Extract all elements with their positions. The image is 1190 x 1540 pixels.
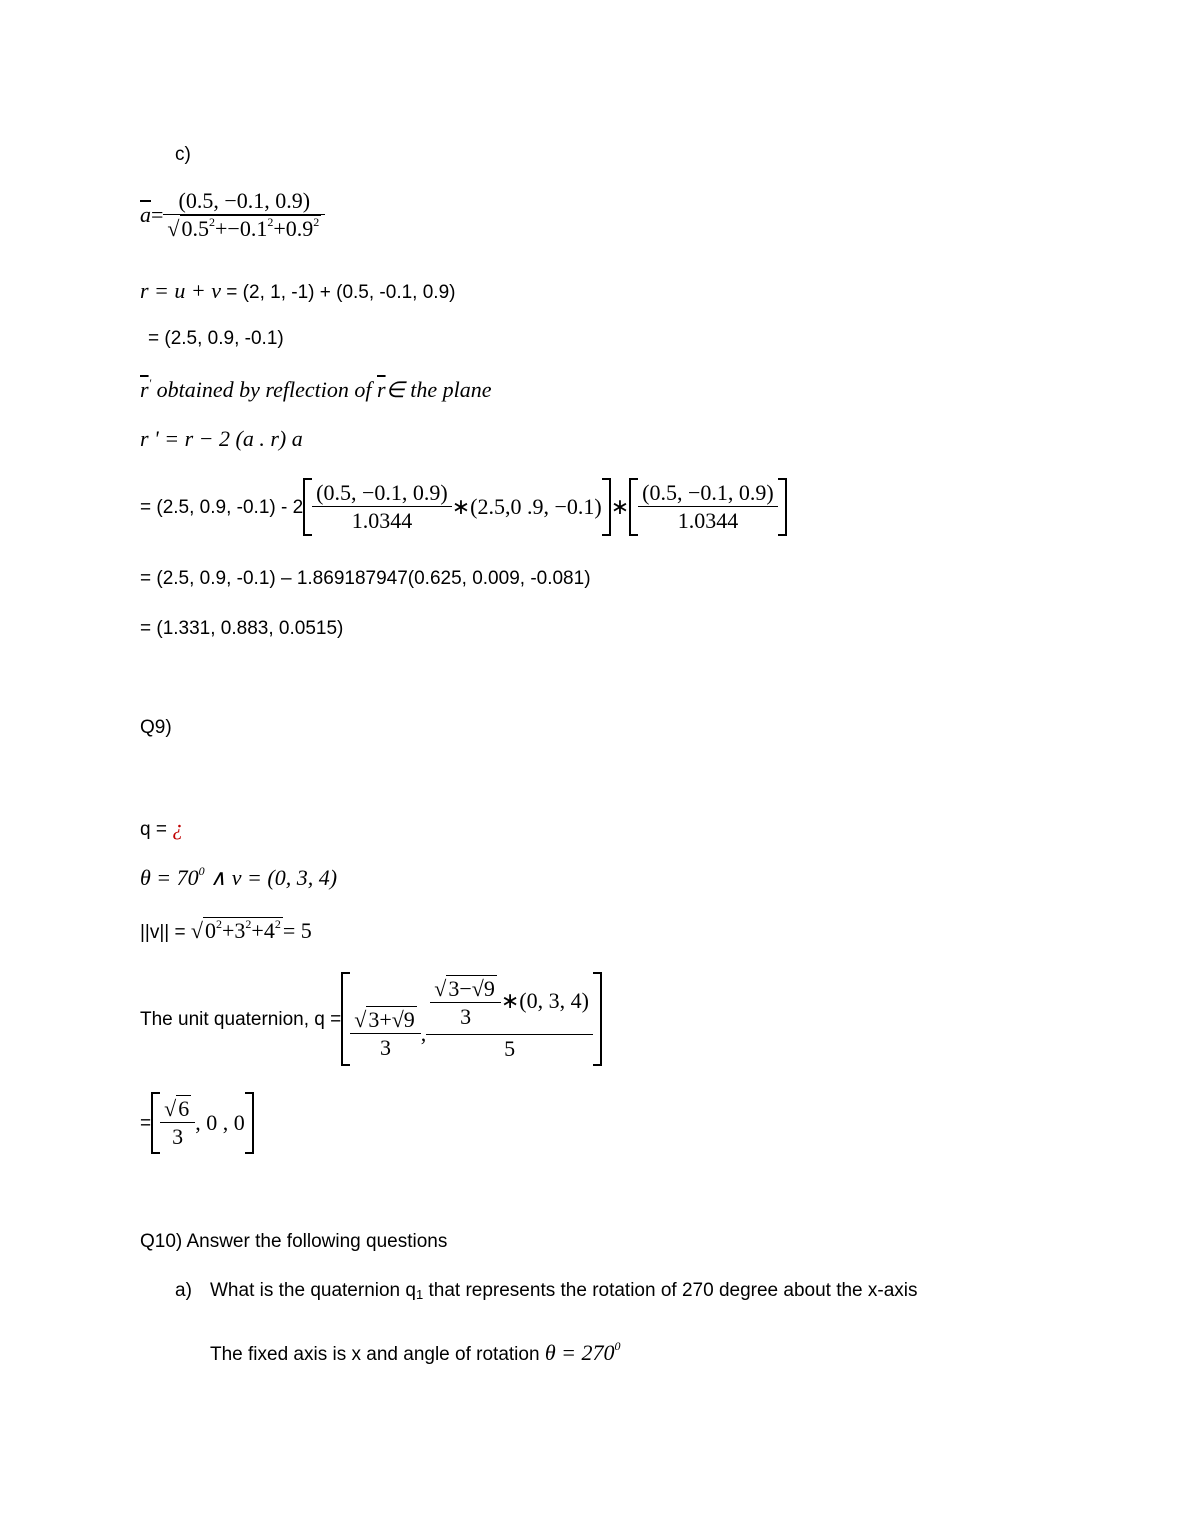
expansion-mid-vector: (2.5,0 .9, −0.1) xyxy=(470,494,602,519)
unit-right-fraction: $\frac{√3-√9}{3}$ ∗(0, 3, 4) 5 xyxy=(426,978,593,1060)
unit-left-fraction: $\frac{√3+√9}{3}$ xyxy=(350,1009,421,1059)
expansion-prefix: = (2.5, 0.9, -0.1) - 2 xyxy=(140,496,304,518)
reflection-statement: $\overline{r}'$ obtained by reflection of $\overline{r}\in$ the plane xyxy=(140,376,492,402)
r-sum-values: = (2, 1, -1) + (0.5, -0.1, 0.9) xyxy=(221,282,456,303)
norm-line: $||v|| = √0^2+3^2+4^2= 5$ xyxy=(140,917,312,943)
a-hat-fraction xyxy=(163,190,325,240)
expansion-line: = (2.5, 0.9, -0.1) - 2 $\frac{(0.5, -0.1, 0.9)}{1.0344}$ ∗ (2.5,0 .9, −0.1) ∗ $\frac{(0.5, -0.1, 0.9)}{1.0344}$ xyxy=(140,478,787,536)
a-hat-equation xyxy=(140,190,325,240)
expansion-fraction-2: $\frac{(0.5, -0.1, 0.9)}{1.0344}$ xyxy=(638,482,778,532)
part-c-label: c) xyxy=(175,144,191,165)
result-line: = $\frac{√6}{3}$ , 0 , 0 xyxy=(140,1092,254,1154)
step-3: = (1.331, 0.883, 0.0515) xyxy=(140,618,344,639)
q10-a-question: What is the quaternion $q_1$ that represents the rotation of 270 degree about the x-axis xyxy=(210,1280,918,1302)
result-fraction: $\frac{√6}{3}$ xyxy=(160,1098,195,1148)
unit-label: The unit quaternion, q = xyxy=(140,1008,342,1030)
theta-line: $\theta = 70^0$ ∧ v = (0, 3, 4) xyxy=(140,864,338,890)
q-line: q = ¿ xyxy=(140,815,184,840)
a-hat-denominator: $√0.5^2+-0.1^2+0.9^2$ xyxy=(167,215,320,241)
norm-label: ||v|| = xyxy=(140,922,191,943)
r-sum-formula: r = u + v xyxy=(140,278,222,303)
reflection-text: obtained by reflection of xyxy=(156,377,372,402)
r-result: = (2.5, 0.9, -0.1) xyxy=(148,328,284,349)
fixed-axis-line: The fixed axis is x and angle of rotation $\theta = 270^0$ xyxy=(210,1339,621,1365)
q9-label: Q9) xyxy=(140,717,172,738)
q10-a-label: a) xyxy=(175,1280,192,1301)
expansion-fraction-1: $\frac{(0.5, -0.1, 0.9)}{1.0344}$ xyxy=(312,482,452,532)
step-2: = (2.5, 0.9, -0.1) – 1.869187947(0.625, 0.009, -0.081) xyxy=(140,568,591,589)
equals-sign: = xyxy=(151,202,164,227)
r-sum-line xyxy=(140,280,455,302)
a-symbol: $\overline{a}$ xyxy=(140,202,151,227)
reflection-tail: ∈ the plane xyxy=(385,377,492,402)
a-hat-numerator: (0.5, −0.1, 0.9) xyxy=(163,190,325,215)
unit-quaternion-line: The unit quaternion, q = $\frac{√3+√9}{3}$ , $\frac{√3-√9}{3}$ ∗(0, 3, 4) 5 xyxy=(140,972,602,1066)
q-glyph: ¿ xyxy=(172,815,184,840)
q10-label: Q10) Answer the following questions xyxy=(140,1231,448,1252)
reflection-formula: r ' = r − 2 (a . r) a xyxy=(140,426,303,451)
